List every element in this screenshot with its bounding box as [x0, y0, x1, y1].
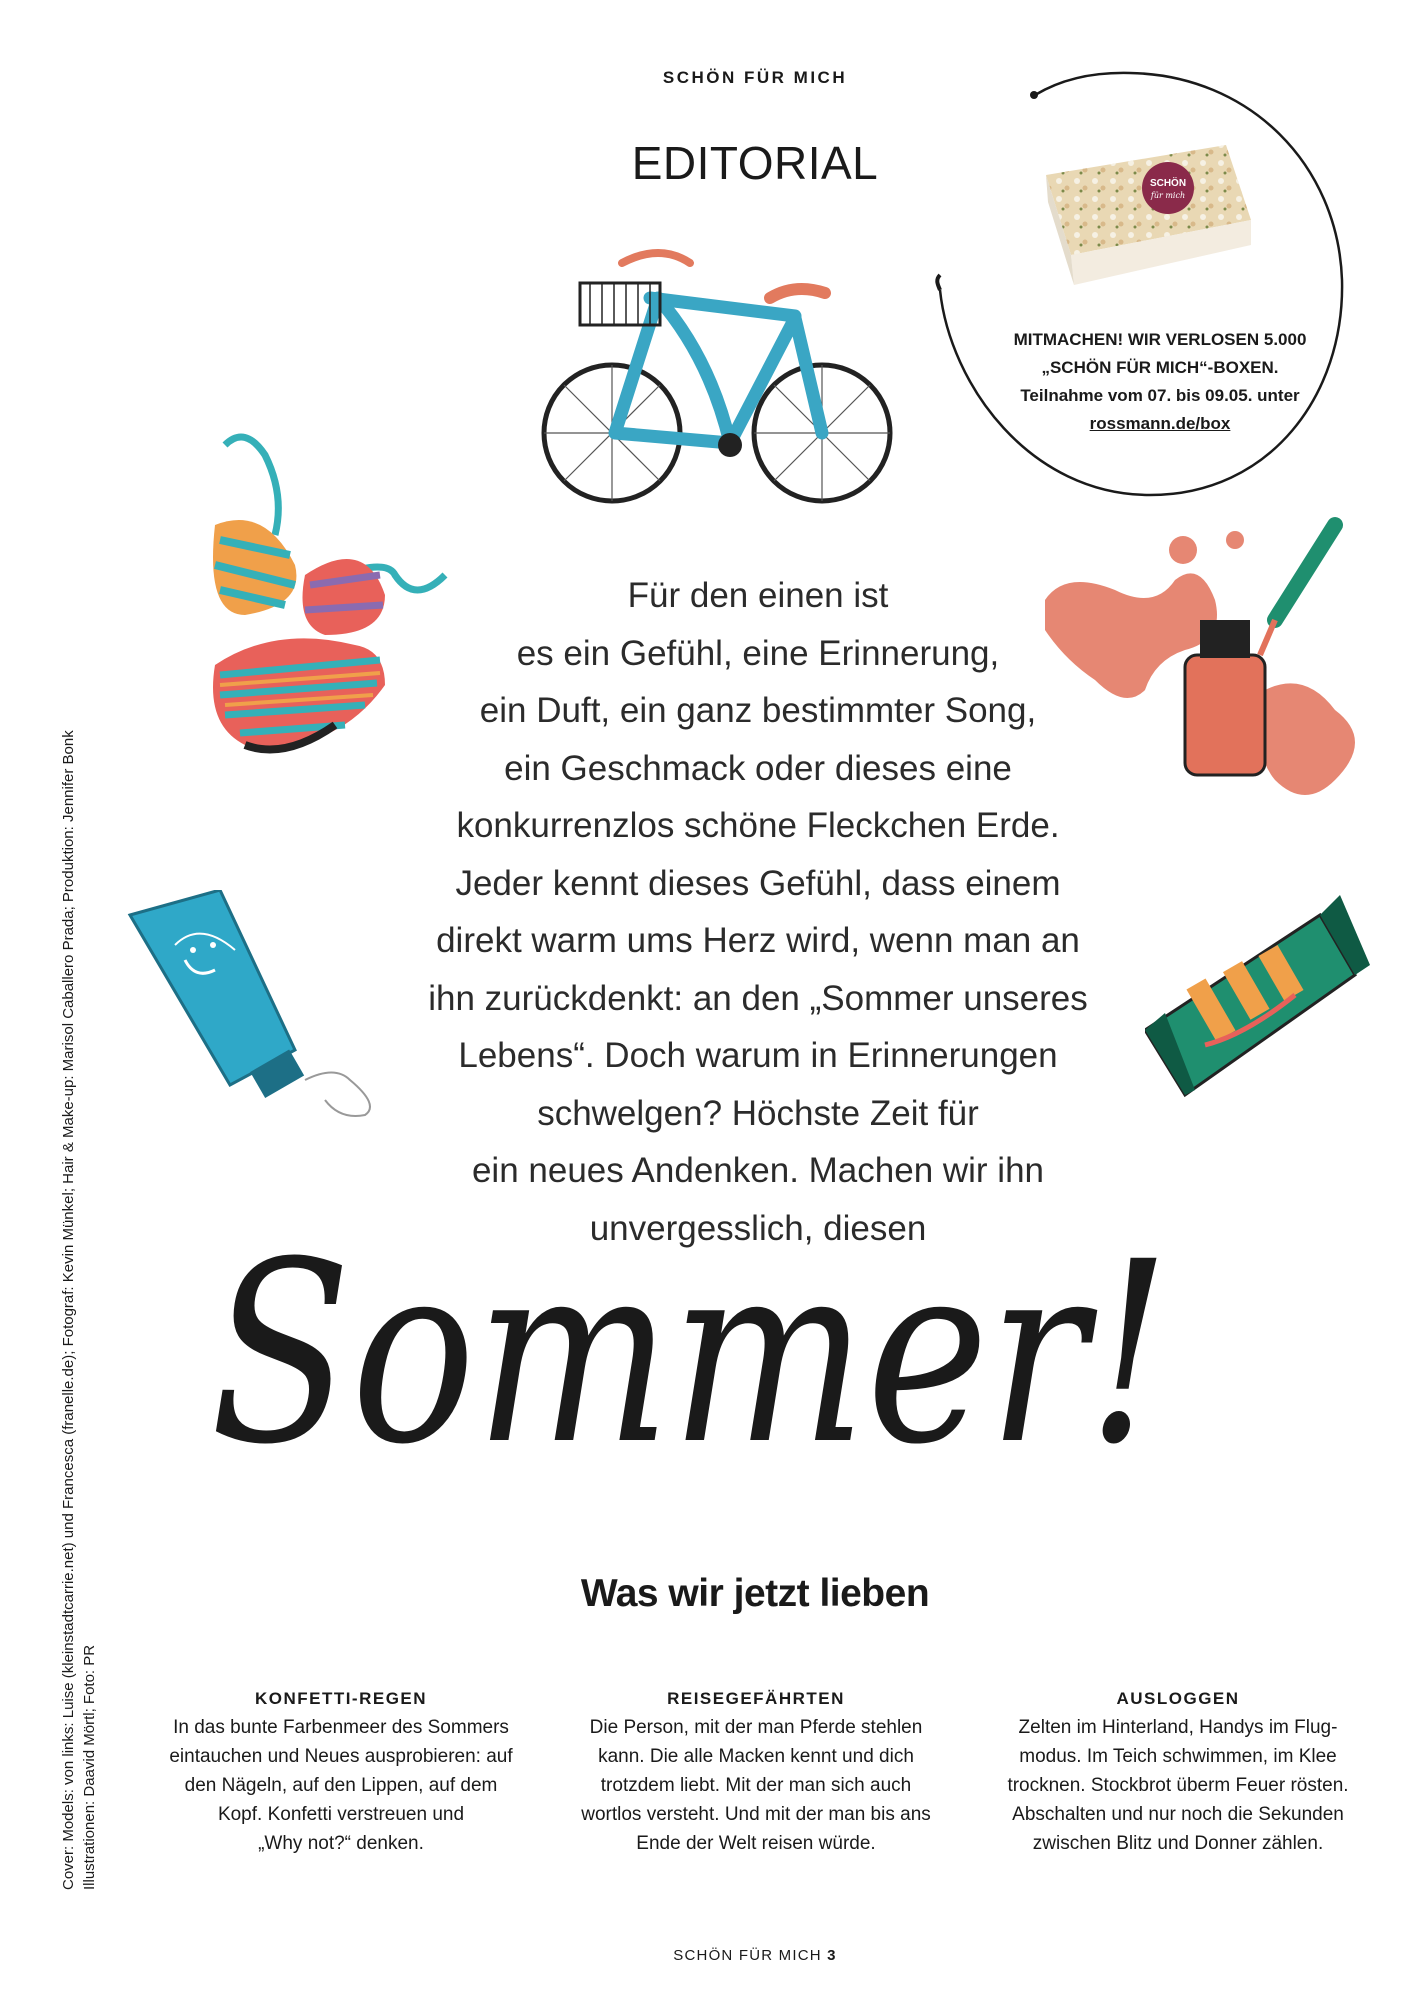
column-line: zwischen Blitz und Donner zählen. — [1032, 1833, 1324, 1854]
editorial-intro — [330, 567, 1186, 1257]
footer-text: SCHÖN FÜR MICH — [673, 1947, 822, 1964]
intro-line: es ein Gefühl, eine Erinnerung, — [516, 633, 1000, 673]
intro-line: ein Duft, ein ganz bestimmter Song, — [479, 691, 1037, 730]
page-number: 3 — [827, 1947, 837, 1964]
column-line: eintauchen und Neues ausprobieren: auf — [169, 1746, 513, 1767]
column-line: wortlos versteht. Und mit der man bis ans — [581, 1804, 931, 1825]
intro-line: Für den einen ist — [627, 576, 889, 615]
page-title: EDITORIAL — [631, 137, 879, 189]
intro-line: ein neues Andenken. Machen wir ihn — [471, 1151, 1045, 1190]
magazine-kicker: SCHÖN FÜR MICH — [662, 68, 848, 87]
column-line: kann. Die alle Macken kennt und dich — [598, 1746, 914, 1767]
intro-line: Lebens“. Doch warum in Erinnerungen — [458, 1036, 1058, 1075]
column-heading: REISEGEFÄHRTEN — [667, 1689, 845, 1708]
section-title: Was wir jetzt lieben — [580, 1572, 930, 1615]
sommer-headline — [190, 1175, 1190, 1575]
column-line: Abschalten und nur noch die Sekunden — [1012, 1804, 1344, 1825]
column-line: trocknen. Stockbrot überm Feuer rösten. — [1007, 1775, 1349, 1796]
bicycle-illustration — [540, 238, 900, 528]
column-heading: AUSLOGGEN — [1116, 1689, 1240, 1708]
promo-text — [960, 326, 1360, 438]
credits-line-2: Illustrationen: Daavid Mörtl; Foto: PR — [81, 1644, 98, 1890]
column-line: Ende der Welt reisen würde. — [636, 1833, 876, 1854]
column-konfetti — [146, 1685, 536, 1858]
column-line: trotzdem liebt. Mit der man sich auch — [600, 1775, 912, 1796]
intro-line: schwelgen? Höchste Zeit für — [537, 1093, 979, 1133]
promo-line-1: MITMACHEN! WIR VERLOSEN 5.000 — [1013, 330, 1307, 349]
column-line: Die Person, mit der man Pferde stehlen — [589, 1717, 923, 1738]
column-line: In das bunte Farbenmeer des Sommers — [173, 1717, 509, 1738]
photo-credits — [58, 640, 128, 1890]
gift-box-photo — [1036, 140, 1256, 290]
column-line: Zelten im Hinterland, Handys im Flug- — [1018, 1717, 1338, 1738]
intro-line: direkt warm ums Herz wird, wenn man an — [436, 921, 1080, 960]
intro-line: unvergesslich, diesen — [589, 1208, 927, 1248]
credits-line-1: Cover: Models: von links: Luise (kleinstadtcarrie.net) und Francesca (franelle.de); Fotograf: Kevin Münkel; Hair & Make-up: Marisol Caballero Prada; Produktion: Jennifer Bonk — [60, 730, 77, 1890]
promo-line-3: Teilnahme vom 07. bis 09.05. unter — [1020, 386, 1300, 405]
column-line: Kopf. Konfetti verstreuen und — [217, 1804, 465, 1825]
column-line: „Why not?“ denken. — [258, 1833, 424, 1854]
intro-line: ein Geschmack oder dieses eine — [504, 748, 1012, 788]
box-logo-top: SCHÖN — [1149, 178, 1187, 189]
promo-link[interactable]: rossmann.de/box — [1089, 414, 1231, 433]
column-heading: KONFETTI-REGEN — [254, 1689, 428, 1708]
intro-line: Jeder kennt dieses Gefühl, dass einem — [455, 863, 1061, 903]
column-line: den Nägeln, auf den Lippen, auf dem — [184, 1775, 498, 1796]
column-line: modus. Im Teich schwimmen, im Klee — [1019, 1746, 1337, 1767]
intro-line: ihn zurückdenkt: an den „Sommer unseres — [428, 978, 1088, 1018]
column-ausloggen — [983, 1685, 1373, 1858]
promo-line-2: „SCHÖN FÜR MICH“-BOXEN. — [1041, 358, 1279, 377]
sommer-headline-text: Sommer! — [210, 1208, 1170, 1499]
intro-line: konkurrenzlos schöne Fleckchen Erde. — [456, 806, 1060, 845]
page-footer — [0, 1947, 1428, 1964]
column-reisegefaehrten — [561, 1685, 951, 1858]
box-logo-bottom: für mich — [1150, 191, 1186, 200]
